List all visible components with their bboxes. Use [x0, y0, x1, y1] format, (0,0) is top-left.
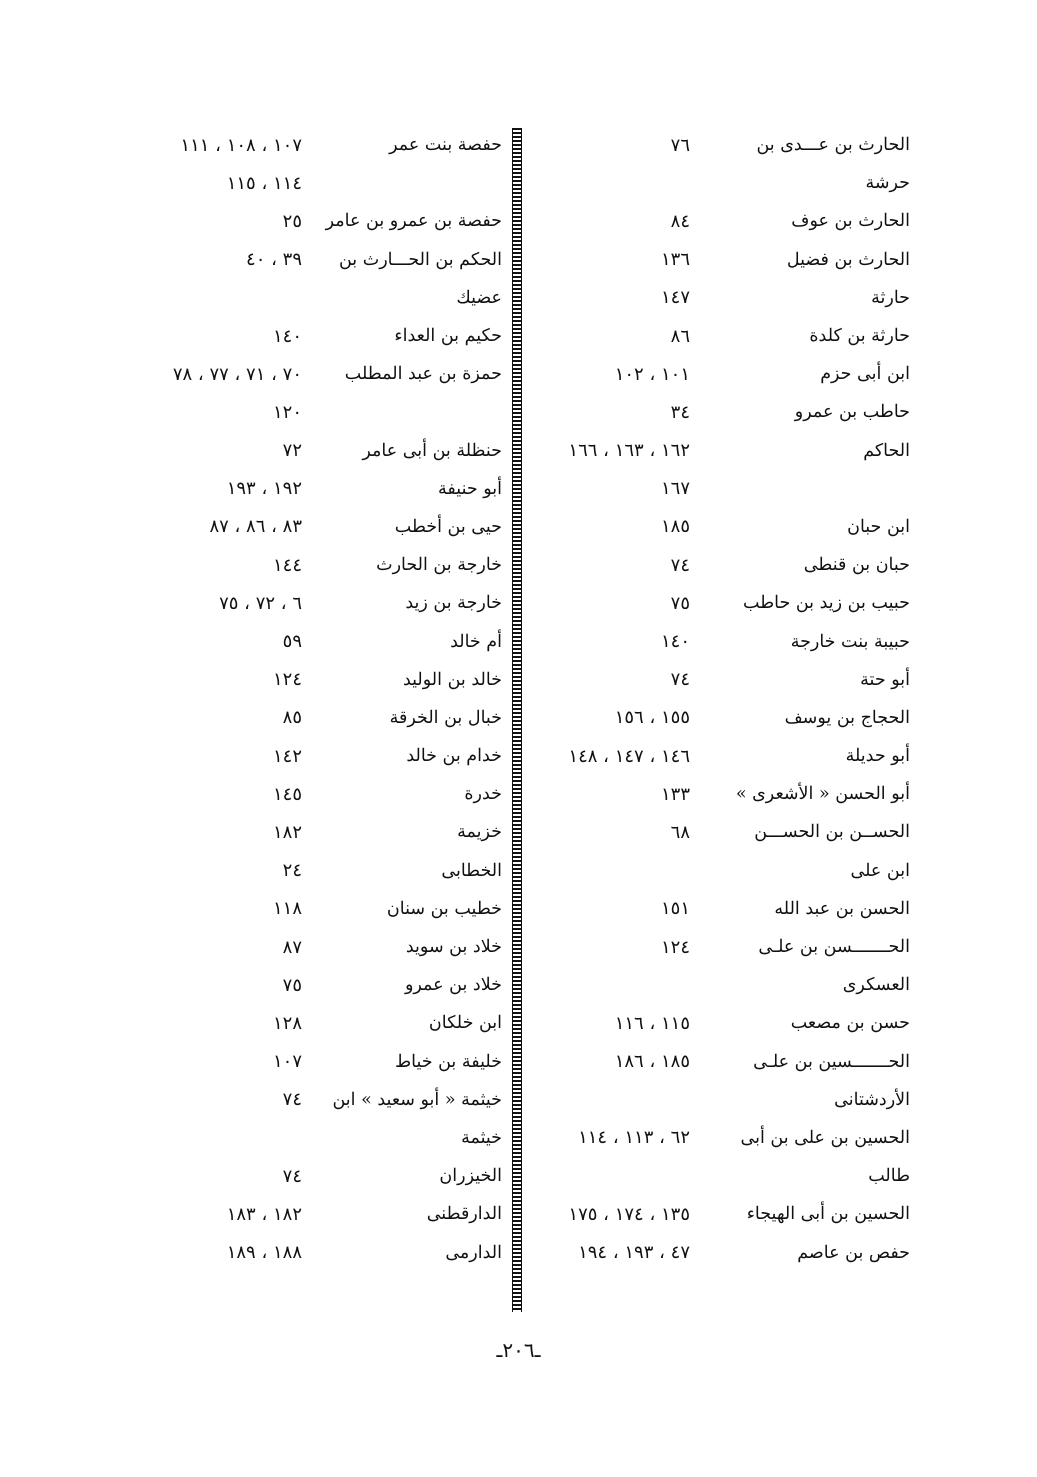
entry-pages: ١٤٥	[272, 783, 302, 805]
entry-pages: ١٤٠	[660, 631, 690, 653]
entry-pages: ٧٤	[670, 554, 690, 576]
index-entry	[110, 661, 502, 699]
entry-name: أبو حديلة	[845, 746, 910, 767]
index-entry	[535, 317, 910, 355]
entry-name: الحارث بن فضيل	[786, 249, 910, 270]
index-entry	[535, 164, 910, 202]
entry-pages: ٨٦	[670, 325, 690, 347]
entry-pages: ١٥٥ ، ١٥٦	[614, 707, 690, 729]
entry-name: الحسين بن على بن أبى	[740, 1127, 910, 1148]
entry-pages: ٧٥	[282, 974, 302, 996]
entry-pages: ٨٥	[282, 707, 302, 729]
entry-name: الخيزران	[439, 1166, 502, 1187]
index-entry	[535, 775, 910, 813]
entry-name: الحارث بن عـــدى بن	[756, 135, 910, 156]
entry-pages: ١٠٧ ، ١٠٨ ، ١١١	[180, 134, 302, 156]
index-entry	[535, 584, 910, 622]
index-entry	[535, 508, 910, 546]
entry-pages: ١١٤ ، ١١٥	[226, 172, 302, 194]
entry-pages: ١٢٤	[660, 936, 690, 958]
entry-name: الحســن بن الحســـن	[754, 822, 910, 843]
index-entry	[535, 928, 910, 966]
entry-pages: ٨٣ ، ٨٦ ، ٨٧	[209, 516, 302, 538]
entry-pages: ١٠٧	[272, 1051, 302, 1073]
entry-pages: ١٢٠	[272, 401, 302, 423]
entry-name: الأردشتانى	[834, 1089, 910, 1110]
index-entry	[110, 546, 502, 584]
entry-name: حفصة بنت عمر	[389, 135, 502, 156]
index-entry	[535, 1119, 910, 1157]
index-column-right	[535, 126, 910, 1272]
entry-name: حارثة بن كلدة	[809, 326, 910, 347]
entry-pages: ١٢٤	[272, 669, 302, 691]
entry-name: خدرة	[464, 784, 502, 805]
index-entry	[535, 890, 910, 928]
entry-name: حاطب بن عمرو	[794, 402, 910, 423]
entry-name: أبو حنيفة	[438, 478, 502, 499]
entry-name: الحسين بن أبى الهيجاء	[746, 1204, 910, 1225]
index-entry	[110, 1157, 502, 1195]
index-entry	[110, 775, 502, 813]
entry-name: الدارمى	[445, 1242, 502, 1263]
entry-pages: ٦٨	[670, 821, 690, 843]
index-entry	[110, 1004, 502, 1042]
entry-pages: ١٥١	[660, 898, 690, 920]
entry-pages: ١٩٢ ، ١٩٣	[226, 478, 302, 500]
entry-pages: ١٤٦ ، ١٤٧ ، ١٤٨	[568, 745, 690, 767]
entry-name: الحـــــــسن بن علـى	[758, 937, 910, 958]
index-entry	[535, 661, 910, 699]
index-entry	[110, 508, 502, 546]
index-entry	[110, 584, 502, 622]
index-entry	[535, 393, 910, 431]
index-entry	[110, 126, 502, 164]
index-entry	[535, 622, 910, 660]
index-entry	[110, 317, 502, 355]
entry-pages: ٦ ، ٧٢ ، ٧٥	[219, 592, 302, 614]
entry-pages: ١٤٧	[660, 287, 690, 309]
index-entry	[110, 622, 502, 660]
column-divider	[512, 128, 522, 1312]
entry-name: حنظلة بن أبى عامر	[362, 440, 502, 461]
entry-name: حبيبة بنت خارجة	[790, 631, 910, 652]
entry-name: أم خالد	[450, 631, 502, 652]
index-entry	[110, 202, 502, 240]
page-number: ـ٢٠٦ـ	[496, 1338, 541, 1362]
entry-pages: ٧٤	[282, 1165, 302, 1187]
entry-name: الحارث بن عوف	[791, 211, 910, 232]
entry-name: الدارقطنى	[426, 1204, 502, 1225]
index-entry	[535, 737, 910, 775]
index-entry	[535, 1157, 910, 1195]
index-entry	[110, 852, 502, 890]
entry-pages: ١١٨	[272, 898, 302, 920]
entry-name: خبال بن الخرقة	[389, 707, 502, 728]
index-entry	[535, 1081, 910, 1119]
entry-name: الحسن بن عبد الله	[774, 898, 910, 919]
index-entry	[110, 1233, 502, 1271]
entry-name: العسكرى	[842, 975, 910, 996]
entry-pages: ١٨٢	[272, 821, 302, 843]
index-entry	[535, 1043, 910, 1081]
index-entry	[535, 355, 910, 393]
entry-pages: ٣٤	[670, 401, 690, 423]
entry-pages: ٧٢	[282, 440, 302, 462]
entry-name: خيثمة	[461, 1127, 502, 1148]
index-entry	[535, 432, 910, 470]
entry-pages: ٢٤	[282, 860, 302, 882]
index-entry	[535, 279, 910, 317]
index-entry	[110, 355, 502, 393]
index-entry	[110, 928, 502, 966]
entry-pages: ٧٦	[670, 134, 690, 156]
entry-pages: ٧٠ ، ٧١ ، ٧٧ ، ٧٨	[172, 363, 302, 385]
entry-name: ابن أبى حزم	[820, 364, 910, 385]
index-entry	[535, 470, 910, 508]
entry-name: خطيب بن سنان	[386, 898, 502, 919]
index-entry	[110, 393, 502, 431]
entry-name: الحكم بن الحـــارث بن	[338, 249, 502, 270]
entry-name: خلاد بن عمرو	[404, 975, 502, 996]
entry-pages: ٣٩ ، ٤٠	[246, 249, 302, 271]
entry-pages: ٥٩	[282, 631, 302, 653]
entry-pages: ١٨٢ ، ١٨٣	[226, 1203, 302, 1225]
index-entry	[535, 1233, 910, 1271]
index-entry	[110, 1195, 502, 1233]
entry-name: الحجاج بن يوسف	[784, 707, 910, 728]
entry-pages: ١١٥ ، ١١٦	[614, 1012, 690, 1034]
entry-name: طالب	[868, 1166, 910, 1187]
entry-name: حمزة بن عبد المطلب	[344, 364, 502, 385]
index-entry	[110, 699, 502, 737]
entry-pages: ١٣٥ ، ١٧٤ ، ١٧٥	[568, 1203, 690, 1225]
entry-pages: ٦٢ ، ١١٣ ، ١١٤	[578, 1127, 690, 1149]
entry-pages: ١٨٥ ، ١٨٦	[614, 1051, 690, 1073]
entry-name: خارجة بن زيد	[405, 593, 502, 614]
entry-name: حبيب بن زيد بن حاطب	[743, 593, 910, 614]
entry-pages: ١٤٢	[272, 745, 302, 767]
entry-pages: ١٤٠	[272, 325, 302, 347]
index-entry	[535, 126, 910, 164]
entry-pages: ١٣٦	[660, 249, 690, 271]
entry-pages: ٧٤	[282, 1089, 302, 1111]
index-entry	[110, 279, 502, 317]
entry-pages: ١٦٢ ، ١٦٣ ، ١٦٦	[568, 440, 690, 462]
entry-pages: ٤٧ ، ١٩٣ ، ١٩٤	[578, 1242, 690, 1264]
entry-pages: ٧٤	[670, 669, 690, 691]
index-entry	[110, 241, 502, 279]
entry-name: خليفة بن خياط	[394, 1051, 502, 1072]
entry-name: حبان بن قنطى	[803, 555, 910, 576]
index-entry	[110, 432, 502, 470]
entry-pages: ١٨٥	[660, 516, 690, 538]
entry-pages: ٨٤	[670, 210, 690, 232]
index-entry	[535, 1195, 910, 1233]
index-entry	[110, 1043, 502, 1081]
index-entry	[110, 1119, 502, 1157]
entry-pages: ٧٥	[670, 592, 690, 614]
index-entry	[535, 241, 910, 279]
entry-name: خالد بن الوليد	[402, 669, 502, 690]
entry-name: أبو الحسن « الأشعرى »	[735, 784, 910, 805]
entry-pages: ١٨٨ ، ١٨٩	[226, 1242, 302, 1264]
entry-name: حفص بن عاصم	[797, 1242, 910, 1263]
entry-pages: ١٤٤	[272, 554, 302, 576]
entry-name: حيى بن أخطب	[394, 516, 502, 537]
index-entry	[110, 966, 502, 1004]
entry-pages: ٨٧	[282, 936, 302, 958]
index-entry	[110, 737, 502, 775]
entry-name: ابن على	[850, 860, 910, 881]
entry-name: حرشة	[865, 173, 910, 194]
index-entry	[110, 164, 502, 202]
index-entry	[535, 852, 910, 890]
index-entry	[535, 699, 910, 737]
entry-name: ابن خلكان	[428, 1013, 502, 1034]
index-entry	[110, 813, 502, 851]
entry-name: خيثمة « أبو سعيد » ابن	[332, 1089, 502, 1110]
index-entry	[535, 1004, 910, 1042]
entry-name: الحاكم	[863, 440, 910, 461]
entry-name: أبو حتة	[860, 669, 910, 690]
entry-name: الحـــــــسين بن علـى	[753, 1051, 910, 1072]
entry-pages: ١٦٧	[660, 478, 690, 500]
entry-name: الخطابى	[441, 860, 502, 881]
entry-pages: ١٢٨	[272, 1012, 302, 1034]
entry-pages: ٢٥	[282, 210, 302, 232]
index-entry	[535, 202, 910, 240]
index-column-left	[110, 126, 502, 1272]
index-entry	[535, 966, 910, 1004]
entry-name: حكيم بن العداء	[394, 326, 502, 347]
entry-name: حارثة	[871, 287, 910, 308]
entry-name: حسن بن مصعب	[790, 1013, 910, 1034]
entry-name: خارجة بن الحارث	[376, 555, 502, 576]
index-entry	[535, 813, 910, 851]
entry-name: خدام بن خالد	[406, 746, 502, 767]
index-entry	[110, 890, 502, 928]
entry-pages: ١٠١ ، ١٠٢	[614, 363, 690, 385]
index-entry	[110, 470, 502, 508]
index-entry	[535, 546, 910, 584]
entry-name: عضيك	[456, 287, 502, 308]
entry-name: خلاد بن سويد	[405, 937, 502, 958]
index-entry	[110, 1081, 502, 1119]
entry-name: خزيمة	[457, 822, 502, 843]
entry-pages: ١٣٣	[660, 783, 690, 805]
entry-name: حفصة بن عمرو بن عامر	[325, 211, 502, 232]
entry-name: ابن حبان	[847, 516, 910, 537]
